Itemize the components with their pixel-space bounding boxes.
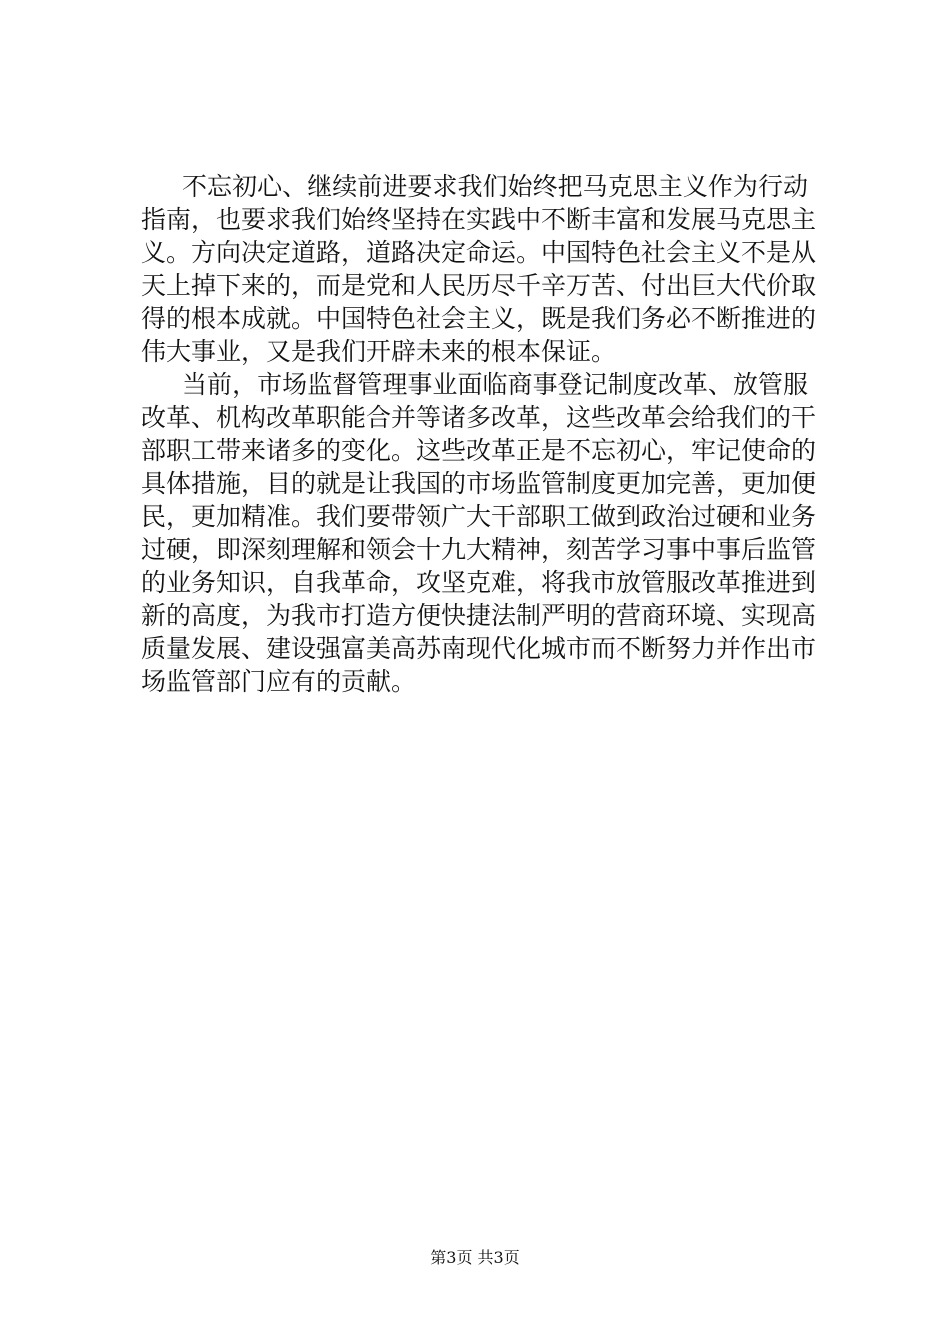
text-line: 伟大事业，又是我们开辟未来的根本保证。 (141, 337, 617, 366)
text-line: 指南，也要求我们始终坚持在实践中不断丰富和发展马克思主 (141, 205, 817, 234)
paragraph-1 (141, 170, 817, 368)
text-line: 民，更加精准。我们要带领广大干部职工做到政治过硬和业务 (141, 502, 817, 531)
text-line: 当前，市场监督管理事业面临商事登记制度改革、放管服 (182, 370, 808, 399)
page-number-footer: 第3页 共3页 (430, 1248, 520, 1267)
body-text (141, 170, 817, 698)
text-line: 改革、机构改革职能合并等诸多改革，这些改革会给我们的干 (141, 403, 817, 432)
text-line: 得的根本成就。中国特色社会主义，既是我们务必不断推进的 (141, 304, 817, 333)
text-line: 具体措施，目的就是让我国的市场监管制度更加完善，更加便 (141, 469, 817, 498)
text-line: 义。方向决定道路，道路决定命运。中国特色社会主义不是从 (141, 238, 817, 267)
text-line: 质量发展、建设强富美高苏南现代化城市而不断努力并作出市 (141, 634, 817, 663)
text-line: 新的高度，为我市打造方便快捷法制严明的营商环境、实现高 (141, 601, 817, 630)
text-line: 不忘初心、继续前进要求我们始终把马克思主义作为行动 (182, 172, 808, 201)
text-line: 场监管部门应有的贡献。 (141, 667, 417, 696)
text-line: 部职工带来诸多的变化。这些改革正是不忘初心，牢记使命的 (141, 436, 817, 465)
text-line: 天上掉下来的，而是党和人民历尽千辛万苦、付出巨大代价取 (141, 271, 817, 300)
paragraph-2 (141, 368, 817, 698)
text-line: 过硬，即深刻理解和领会十九大精神，刻苦学习事中事后监管 (141, 535, 817, 564)
text-line: 的业务知识，自我革命，攻坚克难，将我市放管服改革推进到 (141, 568, 817, 597)
